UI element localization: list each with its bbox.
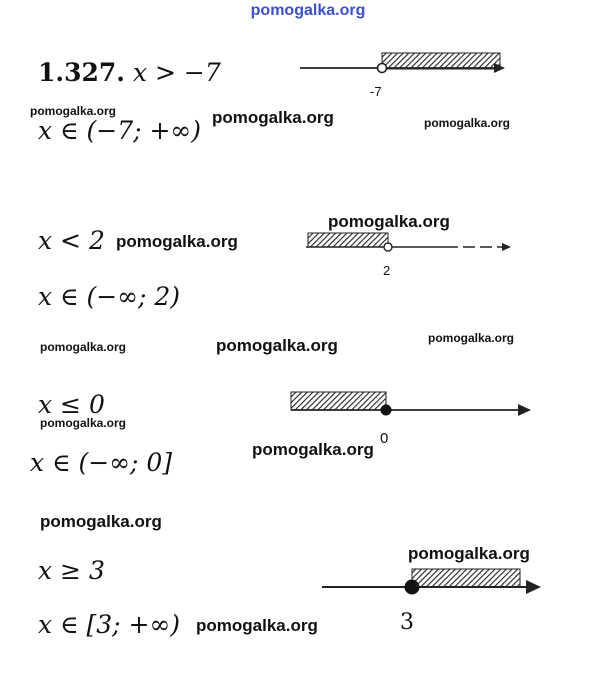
problem-number-and-inequality-1: [38, 58, 221, 87]
watermark: pomogalka.org: [40, 512, 162, 531]
watermark: pomogalka.org: [116, 232, 238, 251]
inequality-4: x ≥ 3: [38, 556, 105, 585]
number-line-3: [288, 388, 534, 424]
watermark: pomogalka.org: [30, 104, 117, 118]
inequality-3: x ≤ 0: [38, 390, 105, 419]
open-point-2: [384, 243, 392, 251]
watermark: pomogalka.org: [40, 340, 127, 354]
point-label-3: 0: [380, 430, 389, 447]
closed-point-3: [381, 405, 392, 416]
watermark: pomogalka.org: [252, 440, 374, 459]
watermark: pomogalka.org: [328, 212, 450, 231]
point-label-4: 3: [400, 610, 414, 635]
answer-4: x ∈ [3; +∞): [38, 610, 181, 639]
site-title[interactable]: pomogalka.org: [250, 2, 366, 19]
point-label-1: -7: [370, 84, 382, 99]
answer-1: x ∈ (−7; +∞): [38, 116, 202, 145]
watermark: pomogalka.org: [212, 108, 334, 127]
number-line-2: [306, 228, 516, 258]
watermark: pomogalka.org: [408, 544, 530, 563]
watermark: pomogalka.org: [424, 116, 511, 130]
answer-3: x ∈ (−∞; 0]: [30, 448, 173, 477]
number-line-4: [322, 566, 544, 602]
problem-number: 1.327.: [38, 58, 125, 87]
watermark: pomogalka.org: [196, 616, 318, 635]
point-label-2: 2: [383, 263, 391, 278]
number-line-1: [300, 48, 510, 88]
open-point-1: [378, 64, 387, 73]
answer-2: x ∈ (−∞; 2): [38, 282, 181, 311]
inequality-2: x < 2: [38, 226, 105, 255]
closed-point-4: [405, 580, 420, 595]
watermark: pomogalka.org: [428, 331, 515, 345]
inequality-1: x > −7: [132, 58, 221, 87]
watermark: pomogalka.org: [40, 416, 127, 430]
watermark: pomogalka.org: [216, 336, 338, 355]
